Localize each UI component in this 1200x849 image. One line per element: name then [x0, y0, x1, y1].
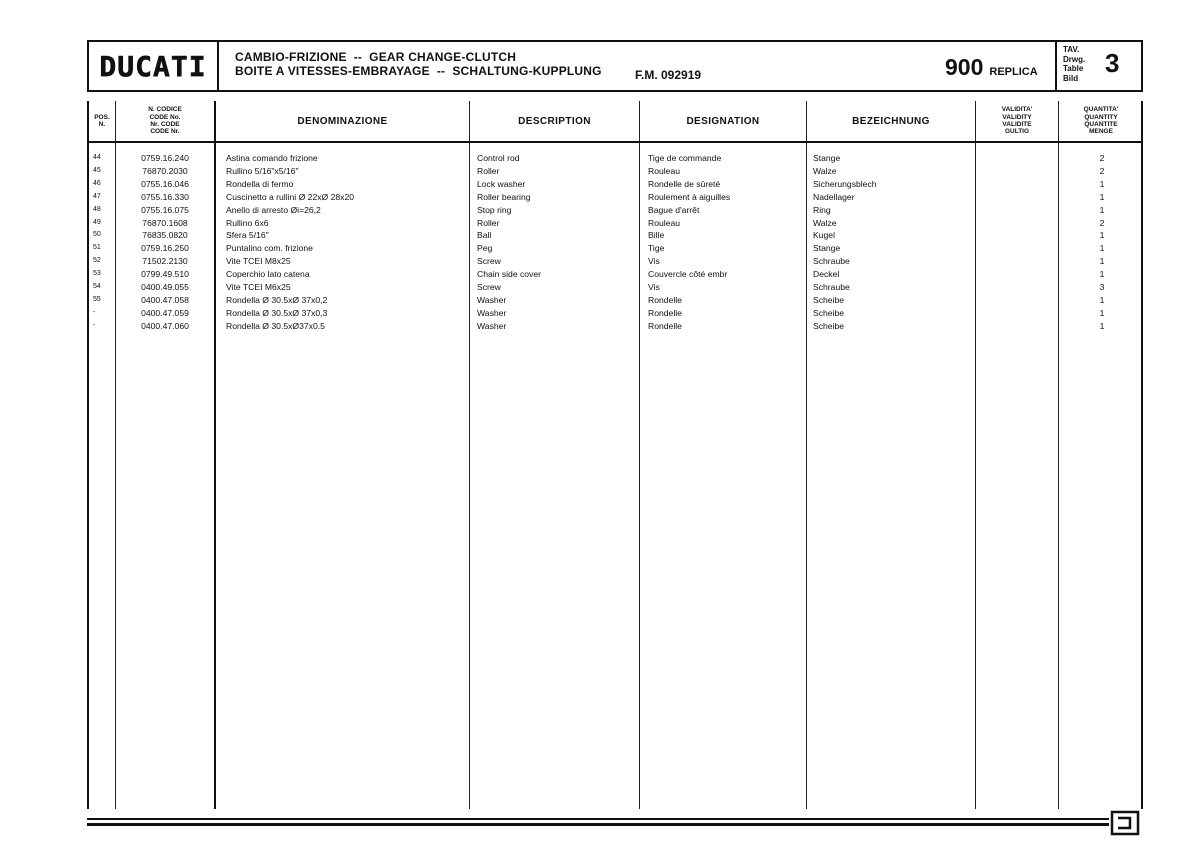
cell-qty: 1 [1099, 178, 1105, 189]
table-label-line: Table [1063, 64, 1084, 73]
header-text: GULTIG [1004, 128, 1030, 136]
cell-pos: 54 [93, 283, 101, 290]
cell-fr: Couvercle côté embr [648, 269, 728, 280]
cell-de: Sicherungsblech [813, 178, 877, 189]
header-text: CODE Nr. [150, 128, 180, 136]
cell-code: 0400.49.055 [141, 282, 189, 292]
cell-en: Washer [477, 307, 507, 318]
ducati-logo [89, 42, 217, 90]
header-text: QUANTITE [1084, 121, 1118, 128]
header-text: MENGE [1089, 128, 1113, 136]
table-row [89, 242, 1141, 255]
cell-de: Scheibe [813, 294, 845, 305]
cell-de: Stange [813, 243, 841, 254]
cell-it: Rondella Ø 30.5xØ37x0.5 [226, 320, 325, 331]
col-header-validity [976, 101, 1058, 141]
cell-qty: 1 [1099, 294, 1105, 305]
cell-en: Stop ring [477, 204, 512, 215]
cell-qty: 2 [1099, 165, 1105, 176]
model-label: REPLICA [989, 66, 1038, 78]
fm-number: F.M. 092919 [635, 68, 702, 82]
cell-qty: 1 [1099, 269, 1105, 280]
col-header-quantity [1059, 101, 1143, 141]
cell-code: 0400.47.058 [141, 294, 189, 305]
cell-de: Walze [813, 165, 837, 176]
header-text: CODE No. [149, 113, 181, 121]
table-row [89, 268, 1141, 281]
cell-en: Roller [477, 217, 500, 228]
cell-de: Stange [813, 153, 841, 163]
table-label [1063, 45, 1085, 83]
cell-fr: Bille [648, 230, 665, 241]
table-row [89, 294, 1141, 307]
cell-pos: 48 [93, 205, 101, 213]
cell-en: Peg [477, 243, 493, 254]
parts-table [87, 101, 1143, 809]
cell-en: Roller [477, 165, 500, 176]
page-header [87, 40, 1143, 92]
col-header-code [116, 101, 214, 141]
col-header-pos [89, 101, 115, 141]
cell-code: 0400.47.060 [141, 320, 189, 331]
header-text: QUANTITY [1084, 113, 1118, 121]
title-line-1: CAMBIO-FRIZIONE -- GEAR CHANGE-CLUTCH [235, 50, 517, 64]
table-row [89, 255, 1141, 268]
cell-de: Walze [813, 217, 837, 228]
table-label-line: TAV. [1063, 45, 1080, 54]
cell-qty: 1 [1099, 320, 1105, 331]
table-row [89, 165, 1141, 178]
cell-pos: 47 [93, 192, 101, 200]
page-corner-mark-icon [1110, 810, 1140, 836]
table-row [89, 281, 1141, 294]
cell-pos: 52 [93, 257, 101, 265]
cell-qty: 1 [1099, 230, 1105, 241]
table-number: 3 [1105, 48, 1120, 78]
cell-fr: Rouleau [648, 165, 681, 176]
cell-de: Scheibe [813, 320, 845, 331]
cell-de: Scheibe [813, 307, 845, 318]
cell-fr: Rondelle de sûreté [648, 178, 721, 189]
cell-en: Washer [477, 294, 507, 305]
cell-pos: 51 [93, 244, 101, 252]
header-text: VALIDITA' [1001, 106, 1033, 114]
header-text: N. CODICE [148, 106, 182, 114]
cell-code: 76870.1608 [142, 217, 188, 228]
cell-pos: 50 [93, 231, 101, 239]
model-number: 900 [945, 54, 984, 80]
table-row [89, 229, 1141, 242]
cell-fr: Tige de commande [648, 153, 722, 163]
cell-fr: Roulement à aiguilles [648, 191, 731, 202]
cell-code: 0755.16.046 [141, 178, 189, 189]
cell-qty: 1 [1099, 256, 1105, 267]
cell-it: Rullino 6x6 [226, 217, 269, 228]
cell-code: 0755.16.075 [141, 204, 189, 215]
header-text: POS. [94, 113, 110, 121]
col-header-bezeichnung: BEZEICHNUNG [852, 115, 930, 127]
cell-de: Schraube [813, 256, 850, 267]
cell-qty: 2 [1099, 217, 1105, 228]
cell-it: Rullino 5/16"x5/16" [226, 165, 299, 176]
table-row [89, 320, 1141, 333]
cell-fr: Tige [648, 243, 665, 254]
cell-en: Washer [477, 320, 507, 331]
drawing-title [235, 50, 602, 78]
table-label-line: Drwg. [1063, 54, 1086, 64]
cell-fr: Vis [648, 256, 660, 267]
cell-code: 76835.0820 [142, 230, 188, 241]
cell-it: Cuscinetto a rullini Ø 22xØ 28x20 [226, 191, 355, 202]
cell-pos: 49 [93, 218, 101, 226]
cell-de: Deckel [813, 269, 840, 280]
cell-code: 0400.47.059 [141, 307, 189, 318]
cell-code: 0799.49.510 [141, 269, 189, 280]
cell-code: 0755.16.330 [141, 191, 189, 202]
cell-pos: 44 [93, 154, 101, 161]
table-row [89, 178, 1141, 191]
cell-en: Lock washer [477, 178, 526, 189]
header-divider [217, 42, 219, 90]
header-text: VALIDITE [1002, 121, 1032, 128]
cell-pos: 53 [93, 270, 101, 278]
cell-en: Screw [477, 282, 501, 292]
cell-it: Puntalino com. frizione [226, 243, 313, 254]
cell-it: Vite TCEI M8x25 [226, 256, 291, 267]
cell-qty: 1 [1099, 307, 1105, 318]
cell-de: Schraube [813, 282, 850, 292]
cell-it: Sfera 5/16" [226, 230, 269, 241]
table-row [89, 191, 1141, 204]
cell-pos: 45 [93, 166, 101, 174]
footer-rule [87, 818, 1109, 820]
cell-en: Screw [477, 256, 501, 267]
table-row [89, 152, 1141, 165]
cell-qty: 3 [1099, 282, 1105, 292]
model-name [945, 54, 1038, 81]
cell-it: Rondella Ø 30.5xØ 37x0,2 [226, 294, 328, 305]
header-text: N. [98, 121, 106, 128]
cell-pos: - [93, 308, 96, 316]
cell-it: Coperchio lato catena [226, 269, 310, 280]
cell-fr: Rondelle [648, 294, 682, 305]
cell-code: 71502.2130 [142, 256, 188, 267]
cell-fr: Rondelle [648, 307, 682, 318]
cell-it: Rondella Ø 30.5xØ 37x0,3 [226, 307, 328, 318]
cell-qty: 1 [1099, 243, 1105, 254]
cell-code: 76870.2030 [142, 165, 188, 176]
cell-pos: 55 [93, 295, 101, 303]
header-text: QUANTITA' [1083, 106, 1119, 114]
cell-en: Chain side cover [477, 269, 542, 280]
cell-fr: Vis [648, 282, 660, 292]
cell-fr: Rouleau [648, 217, 681, 228]
cell-it: Astina comando frizione [226, 153, 318, 163]
col-header-designation: DESIGNATION [686, 115, 760, 127]
cell-qty: 2 [1099, 153, 1105, 163]
cell-fr: Bague d'arrêt [648, 204, 700, 215]
logo-text: DUCATI [99, 49, 207, 83]
cell-de: Nadellager [813, 191, 855, 202]
cell-en: Ball [477, 230, 492, 241]
cell-qty: 1 [1099, 191, 1105, 202]
cell-pos: - [93, 321, 96, 329]
cell-fr: Rondelle [648, 320, 682, 331]
header-text: VALIDITY [1002, 113, 1032, 121]
footer-rule [87, 823, 1109, 826]
cell-qty: 1 [1099, 204, 1105, 215]
cell-de: Kugel [813, 230, 835, 241]
cell-it: Rondella di fermo [226, 178, 294, 189]
cell-it: Vite TCEI M6x25 [226, 282, 291, 292]
table-row [89, 217, 1141, 230]
col-header-denominazione: DENOMINAZIONE [297, 115, 388, 127]
cell-code: 0759.16.250 [141, 243, 189, 254]
cell-en: Roller bearing [477, 191, 531, 202]
cell-de: Ring [813, 204, 831, 215]
cell-it: Anello di arresto Øi=26,2 [226, 204, 321, 215]
table-row [89, 204, 1141, 217]
header-rule [89, 141, 1141, 143]
header-divider [1055, 42, 1057, 90]
table-row [89, 307, 1141, 320]
header-text: Nr. CODE [150, 121, 180, 128]
cell-code: 0759.16.240 [141, 153, 189, 163]
cell-en: Control rod [477, 153, 520, 163]
title-line-2: BOITE A VITESSES-EMBRAYAGE -- SCHALTUNG-KUPPLUNG [235, 64, 602, 78]
cell-pos: 46 [93, 179, 101, 187]
col-header-description: DESCRIPTION [518, 115, 591, 127]
table-label-line: Bild [1063, 73, 1079, 83]
